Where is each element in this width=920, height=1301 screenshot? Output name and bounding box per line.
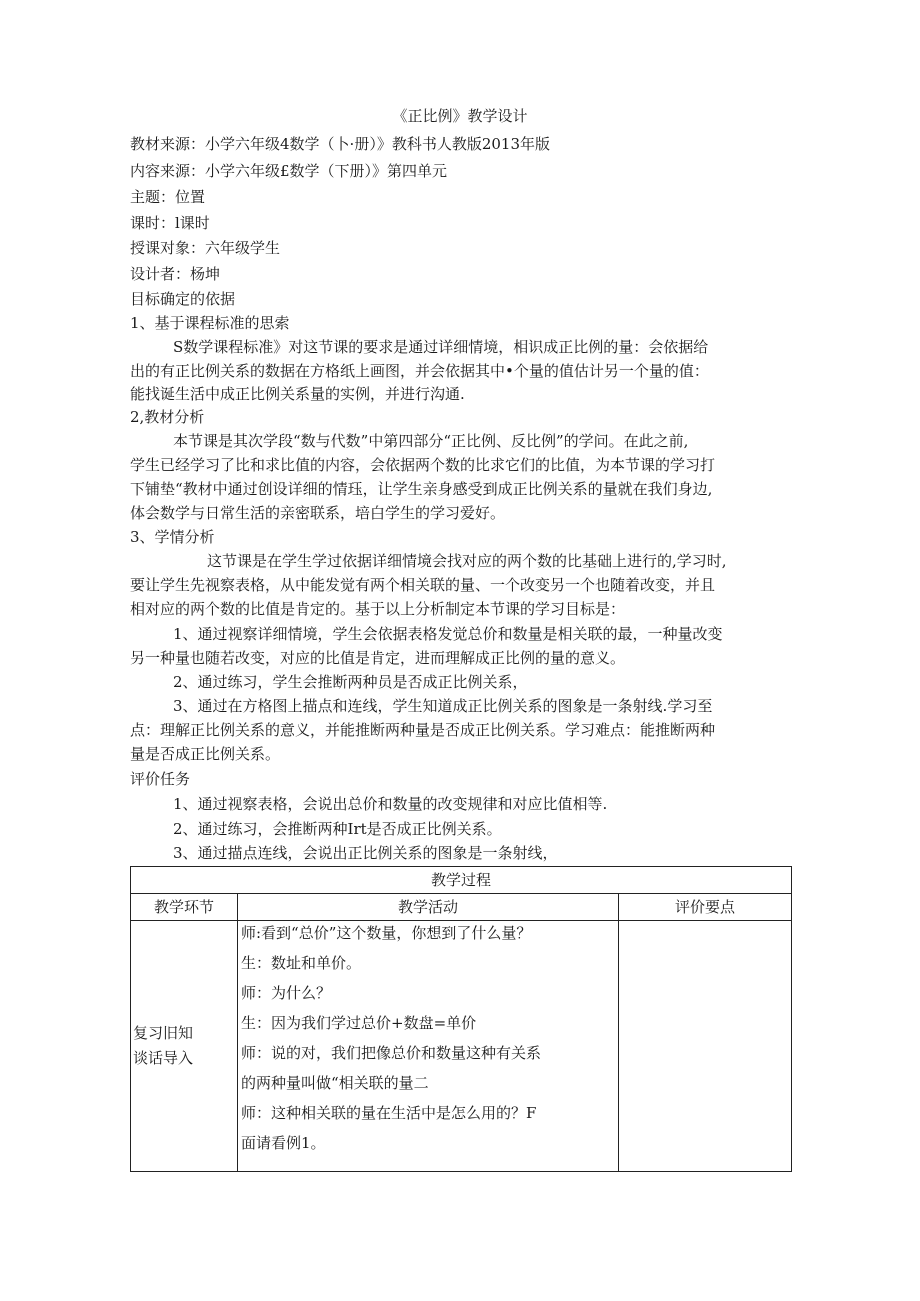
- basis-heading: 目标确定的依据: [130, 290, 236, 308]
- learning-goal-line: 1、通过视察详细情境，学生会依据表格发觉总价和数量是相关联的最，一种量改变: [173, 625, 723, 643]
- learning-goal-line: 点：理解正比例关系的意义，并能推断两种量是否成正比例关系。学习难点：能推断两种: [130, 721, 716, 739]
- activity-cell: [238, 921, 619, 1172]
- activity-line: 面请看例1。: [241, 1134, 326, 1152]
- activity-line: 生：因为我们学过总价+数盘=单价: [241, 1014, 477, 1032]
- learning-goal-line: 3、通过在方格图上描点和连线，学生知道成正比例关系的图象是一条射线.学习至: [173, 697, 713, 715]
- meta-content-source: 内容来源：小学六年级£数学（下册）》第四单元: [130, 162, 448, 180]
- meta-textbook-source: 教材来源：小学六年级4数学（卜·册）》教科书人教版2013年版: [130, 135, 550, 153]
- section3-line: 这节课是在学生学过依据详细情境会找对应的两个数的比基础上进行的,学习时,: [207, 552, 727, 570]
- meta-audience: 授课对象：六年级学生: [130, 239, 281, 257]
- stage-cell: [131, 921, 238, 1172]
- stage-line: 谈话导入: [133, 1049, 194, 1067]
- section1-heading: 1、基于课程标准的思索: [130, 314, 290, 332]
- section2-line: 体会数学与日常生活的亲密联系，培白学生的学习爱好。: [130, 504, 506, 522]
- meta-designer: 设计者：杨坤: [130, 265, 221, 283]
- column-header-activity: 教学活动: [238, 894, 619, 921]
- document-title: 《正比例》教学设计: [392, 107, 528, 125]
- table-caption: 教学过程: [131, 867, 792, 894]
- section1-line: S数学课程标准》对这节课的要求是通过详细情境，相识成正比例的量：会依据给: [173, 338, 709, 356]
- learning-goal-line: 2、通过练习，学生会推断两种员是否成正比例关系，: [173, 673, 528, 691]
- meta-topic: 主题：位置: [130, 188, 206, 206]
- column-header-stage: 教学环节: [131, 894, 238, 921]
- table-caption-row: [131, 867, 792, 894]
- section2-heading: 2,教材分析: [130, 408, 205, 426]
- meta-class-hours: 课时：l课时: [130, 214, 210, 232]
- table-header-row: [131, 894, 792, 921]
- evaluation-cell: [619, 921, 792, 1172]
- section3-heading: 3、学情分析: [130, 528, 215, 546]
- section1-line: 能找诞生活中成正比例关系量的实例，并进行沟通.: [130, 385, 465, 403]
- column-header-evaluation: 评价要点: [619, 894, 792, 921]
- activity-line: 生：数址和单价。: [241, 954, 362, 972]
- section1-line: 出的有正比例关系的数据在方格纸上画图，并会依据其中•个量的值估计另一个量的值：: [130, 362, 709, 380]
- evaluation-heading: 评价任务: [130, 770, 191, 788]
- learning-goal-line: 另一种量也随若改变，对应的比值是肯定，进而理解成正比例的量的意义。: [130, 649, 626, 667]
- learning-goal-line: 量是否成正比例关系。: [130, 745, 281, 763]
- teaching-process-table: [130, 866, 792, 1172]
- activity-line: 师:看到“总价”这个数量，你想到了什么量？: [241, 924, 532, 942]
- section2-line: 本节课是其次学段“数与代数”中第四部分“正比例、反比例”的学问。在此之前,: [173, 432, 689, 450]
- activity-line: 的两种量叫做“相关联的量二: [241, 1074, 429, 1092]
- activity-line: 师：这种相关联的量在生活中是怎么用的？F: [241, 1104, 537, 1122]
- activity-line: 师：为什么？: [241, 984, 332, 1002]
- evaluation-item: 1、通过视察表格，会说出总价和数量的改变规律和对应比值相等.: [173, 795, 608, 813]
- table-row: [131, 921, 792, 1172]
- evaluation-item: 3、通过描点连线，会说出正比例关系的图象是一条射线，: [173, 844, 558, 862]
- stage-line: 复习旧知: [133, 1024, 194, 1042]
- activity-line: 师：说的对，我们把像总价和数量这种有关系: [241, 1044, 542, 1062]
- section2-line: 下铺垫“教材中通过创设详细的情珏，让学生亲身感受到成正比例关系的量就在我们身边,: [130, 480, 713, 498]
- section3-line: 相对应的两个数的比值是肯定的。基于以上分析制定本节课的学习目标是：: [130, 600, 626, 618]
- evaluation-item: 2、通过练习，会推断两种Irt是否成正比例关系。: [173, 820, 502, 838]
- section3-line: 要让学生先视察表格，从中能发觉有两个相关联的量、一个改变另一个也随着改变，并且: [130, 576, 716, 594]
- section2-line: 学生已经学习了比和求比值的内容，会依据两个数的比求它们的比值，为本节课的学习打: [130, 456, 716, 474]
